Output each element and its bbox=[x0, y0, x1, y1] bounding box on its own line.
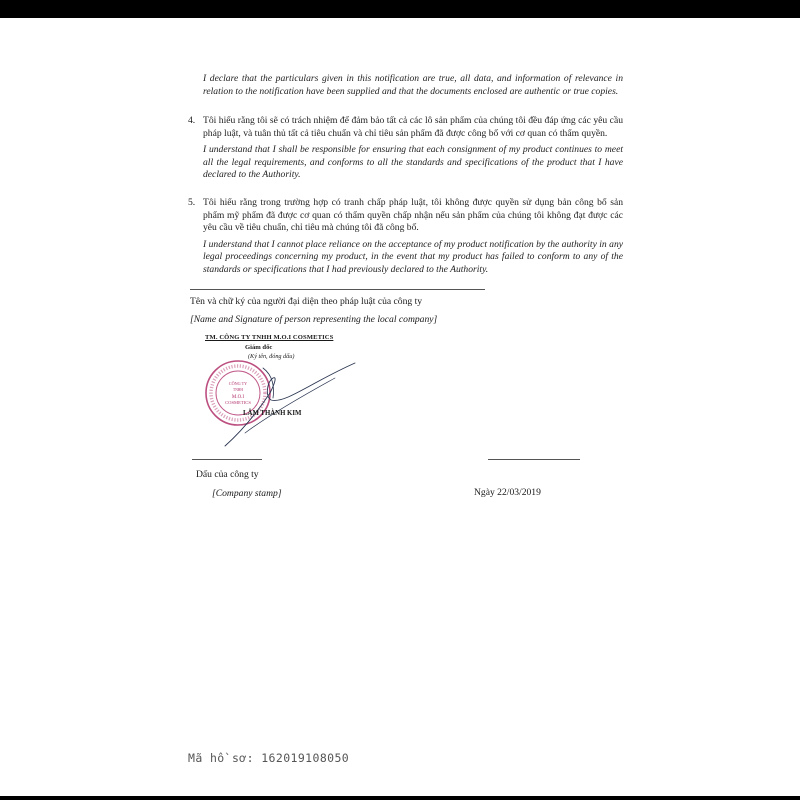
director-title: Giám đốc bbox=[245, 344, 273, 351]
svg-text:COSMETICS: COSMETICS bbox=[225, 400, 251, 405]
svg-text:TNHH: TNHH bbox=[233, 388, 243, 392]
item-text-vn: Tôi hiểu rằng tôi sẽ có trách nhiệm để đảm bảo tất cả các lô sản phẩm của chúng tôi đều đáp ứng các yêu cầu pháp luật, và tuân thủ tất cả tiêu chuẩn và chỉ tiêu sản phẩm đã được công bố với cơ quan có thẩm quyền. bbox=[203, 115, 623, 139]
item-number: 5. bbox=[188, 197, 196, 208]
item-text-vn: Tôi hiểu rằng trong trường hợp có tranh chấp pháp luật, tôi không được quyền sử dụng bản công bố sản phẩm mỹ phẩm đã được cơ quan có thẩm quyền chấp nhận nếu sản phẩm của chúng tôi không đạt được các yêu cầu về tiêu chuẩn, chỉ tiêu mà chúng tôi đã công bố. bbox=[203, 197, 623, 234]
signature-divider bbox=[190, 289, 485, 290]
document-date: Ngày 22/03/2019 bbox=[474, 487, 541, 498]
declaration-intro: I declare that the particulars given in this notification are true, all data, and information of relevance in relation to the notification have been supplied and that the documents enclosed are authentic or true copies. bbox=[203, 73, 623, 97]
record-number: Mã hồ sơ: 162019108050 bbox=[188, 751, 350, 765]
date-divider bbox=[488, 459, 580, 460]
item-text-en: I understand that I shall be responsible for ensuring that each consignment of my product continues to meet all the legal requirements, and conforms to all the standards and specifications of the product that I have declared to the Authority. bbox=[203, 144, 623, 181]
item-text-en: I understand that I cannot place reliance on the acceptance of my product notification by the authority in any legal proceedings concerning my product, in the event that my product has failed to conform to any of the standards or specifications that I had previously declared to the Authority. bbox=[203, 238, 623, 275]
director-note: (Ký tên, đóng dấu) bbox=[248, 353, 295, 360]
company-line: TM. CÔNG TY TNHH M.O.I COSMETICS bbox=[205, 334, 334, 341]
svg-text:M.O.I: M.O.I bbox=[231, 395, 245, 400]
company-stamp-label-en: [Company stamp] bbox=[212, 488, 282, 499]
declaration-item-5 bbox=[188, 197, 623, 277]
item-number: 4. bbox=[188, 115, 196, 126]
signature-label-en: [Name and Signature of person representing the local company] bbox=[190, 314, 438, 325]
signature-label-vn: Tên và chữ ký của người đại diện theo pháp luật của công ty bbox=[190, 296, 423, 307]
bottom-bar bbox=[0, 796, 800, 800]
company-stamp-label-vn: Dấu của công ty bbox=[196, 469, 259, 480]
top-bar bbox=[0, 0, 800, 18]
signer-name: LÂM THÀNH KIM bbox=[243, 410, 302, 417]
svg-text:CÔNG TY: CÔNG TY bbox=[228, 381, 248, 386]
document-page bbox=[0, 18, 800, 796]
declaration-item-4 bbox=[188, 115, 623, 182]
handwritten-signature-icon bbox=[215, 338, 365, 458]
stamp-divider bbox=[192, 459, 262, 460]
